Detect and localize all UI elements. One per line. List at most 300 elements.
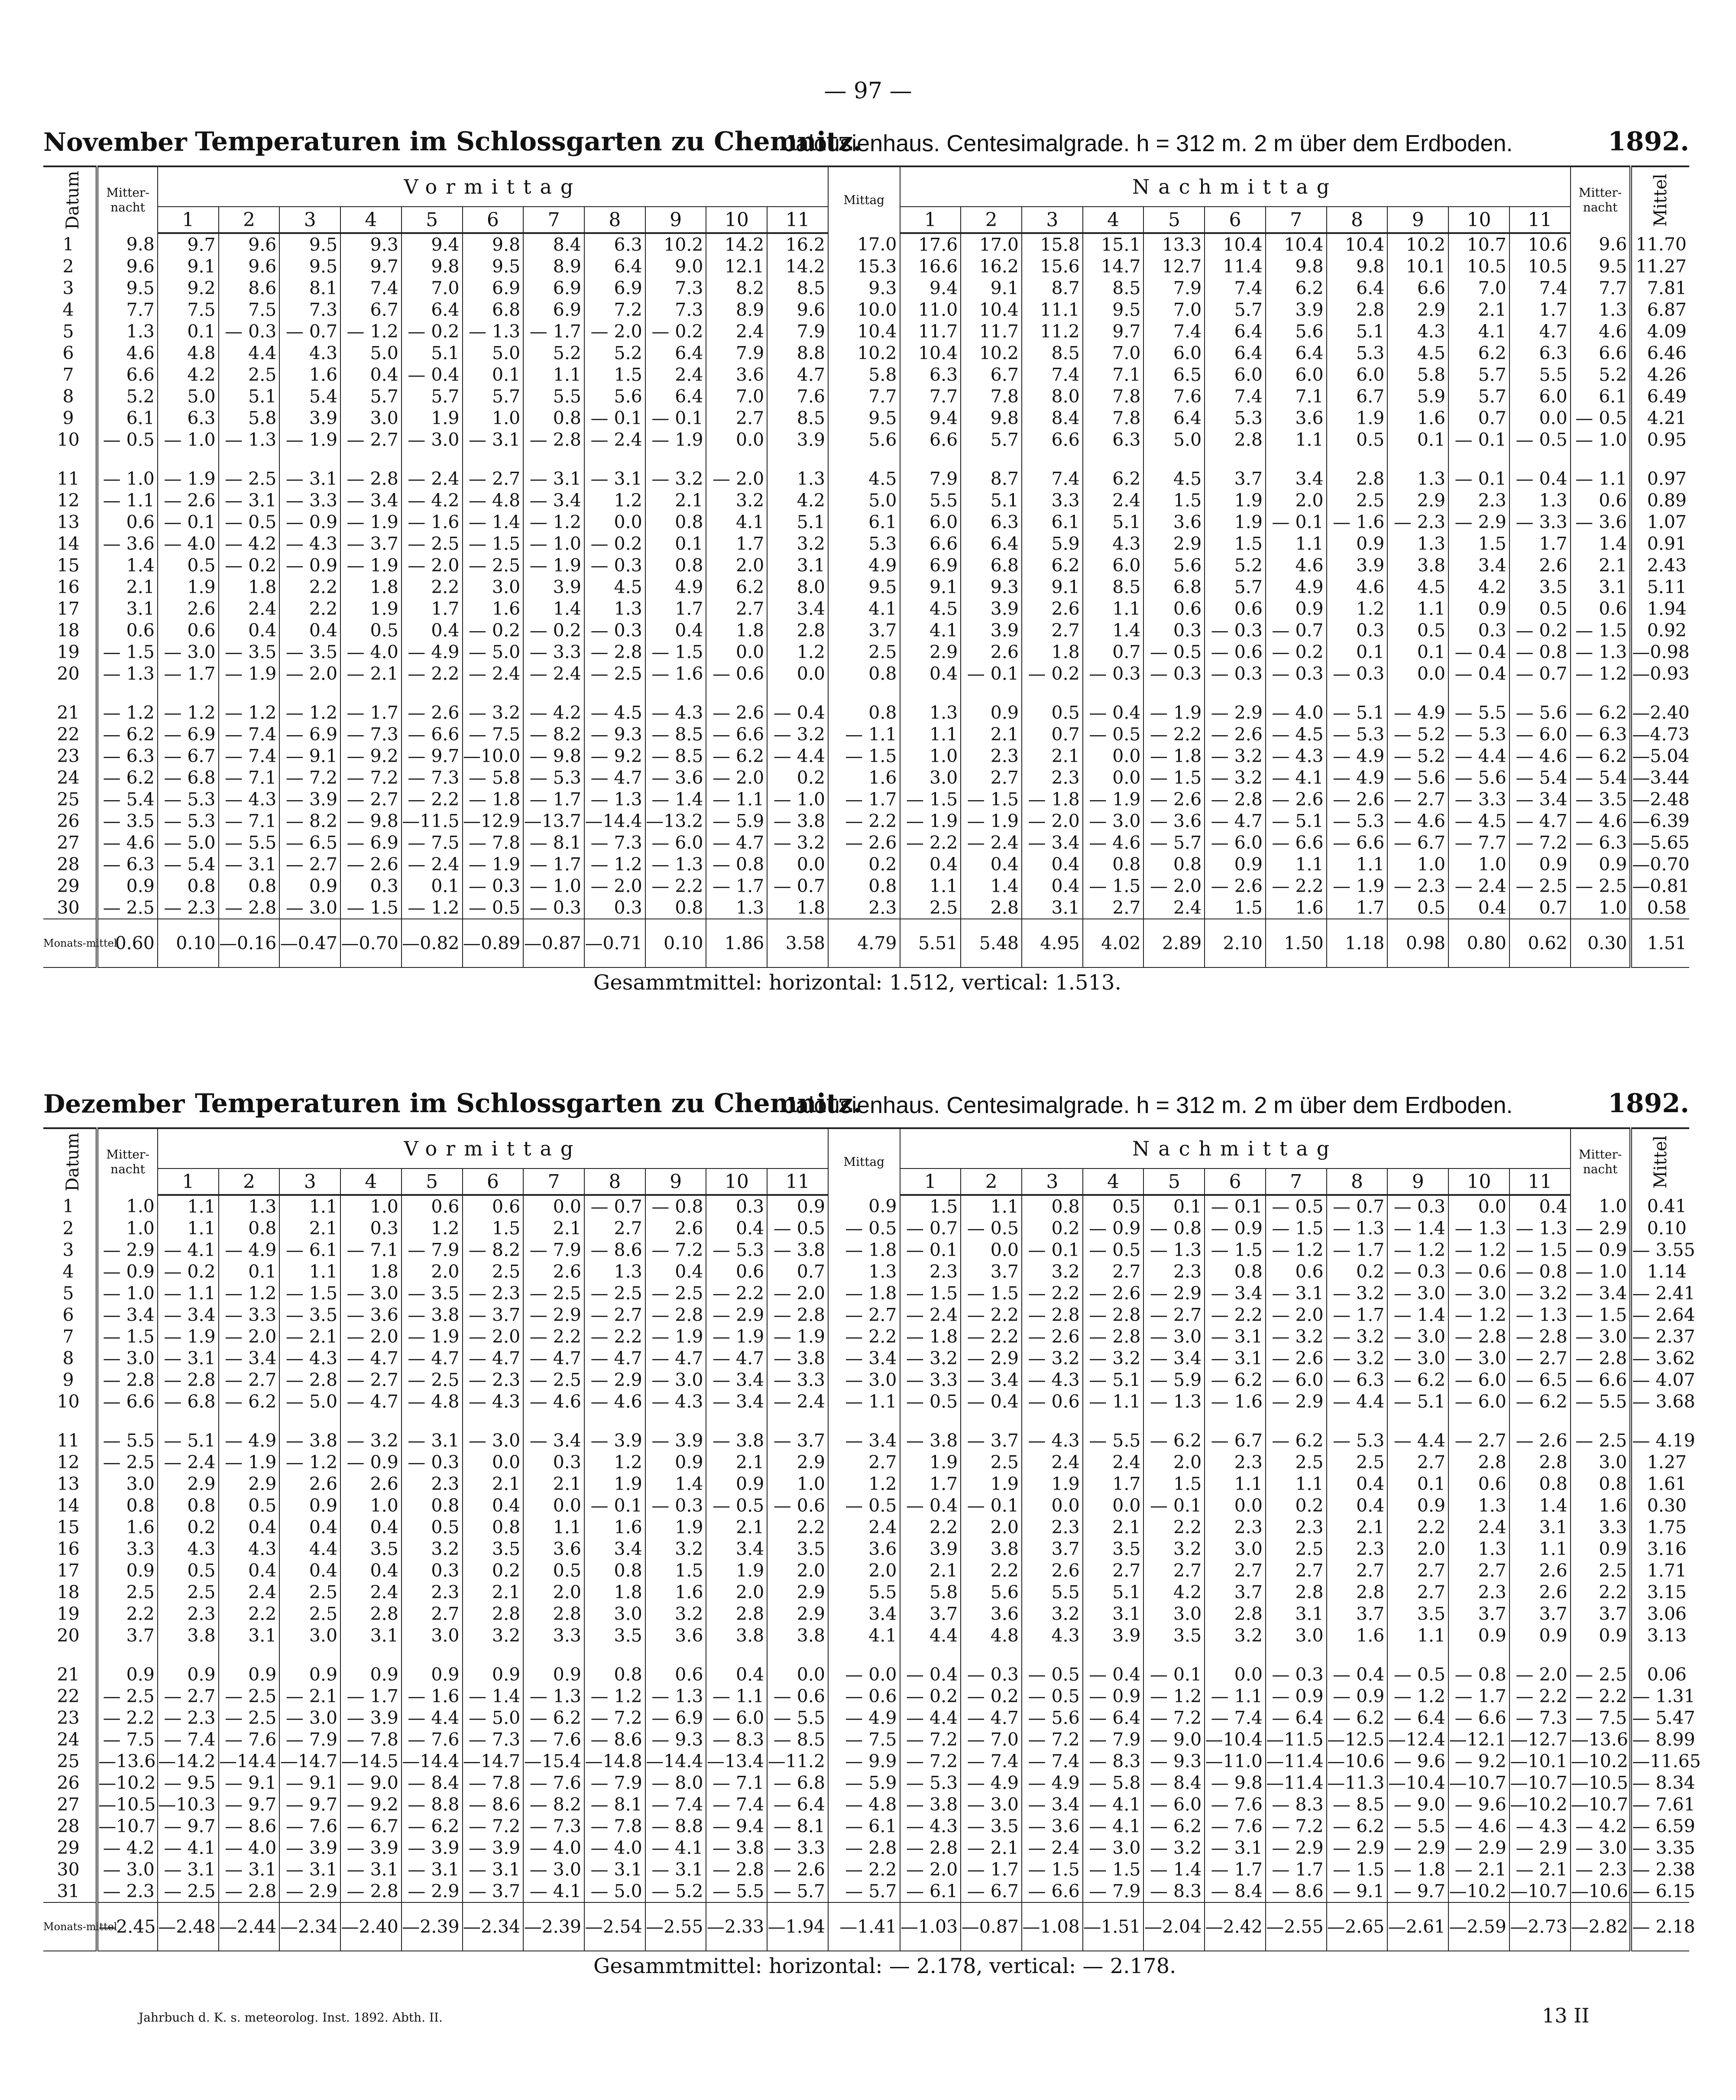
value-cell: — 2.7 — [219, 1369, 280, 1391]
value-cell: — 6.6 — [97, 1391, 158, 1412]
value-cell: 7.9 — [900, 468, 961, 490]
value-cell: 3.8 — [1387, 555, 1448, 576]
value-cell: — 7.6 — [1205, 1815, 1266, 1837]
value-cell: — 2.0 — [1143, 875, 1205, 897]
value-cell: 2.8 — [1327, 299, 1388, 321]
value-cell: — 1.0 — [523, 533, 584, 555]
value-cell: 7.2 — [584, 299, 645, 321]
value-cell: 3.2 — [1022, 1603, 1083, 1625]
value-cell: 0.9 — [279, 1495, 340, 1516]
value-cell: 7.7 — [97, 299, 158, 321]
value-cell: — 3.4 — [828, 1347, 900, 1369]
value-cell: — 1.3 — [645, 1685, 706, 1707]
value-cell: 3.2 — [463, 1625, 524, 1646]
monatsmittel-cell: —2.73 — [1509, 1902, 1571, 1951]
value-cell: — 7.61 — [1631, 1794, 1689, 1815]
value-cell: — 1.9 — [1143, 702, 1205, 724]
value-cell: 2.2 — [1387, 1516, 1448, 1538]
value-cell: —14.5 — [340, 1750, 402, 1772]
value-cell: — 4.2 — [402, 490, 463, 511]
value-cell: — 3.1 — [158, 1347, 219, 1369]
value-cell: 6.7 — [340, 299, 402, 321]
value-cell: 2.3 — [1327, 1538, 1388, 1560]
value-cell: 6.3 — [158, 407, 219, 429]
value-cell: 17.0 — [961, 233, 1022, 256]
value-cell: — 0.3 — [1266, 1664, 1327, 1685]
value-cell: — 5.0 — [463, 1707, 524, 1729]
value-cell: 4.1 — [1448, 321, 1509, 342]
value-cell: 2.6 — [523, 1261, 584, 1282]
table-row — [43, 1516, 1689, 1538]
dezember-header — [43, 1083, 1689, 1122]
value-cell: 9.6 — [219, 256, 280, 277]
value-cell: 2.5 — [463, 1261, 524, 1282]
table-row — [43, 511, 1689, 533]
value-cell: — 3.0 — [828, 1369, 900, 1391]
value-cell: — 8.2 — [463, 1239, 524, 1261]
value-cell: — 2.3 — [1387, 511, 1448, 533]
value-cell: 1.7 — [645, 598, 706, 620]
value-cell: — 2.8 — [1083, 1304, 1144, 1326]
value-cell: 1.1 — [1509, 1538, 1571, 1560]
value-cell: 1.6 — [828, 767, 900, 789]
value-cell: — 3.9 — [279, 1837, 340, 1859]
value-cell: 2.2 — [1571, 1581, 1631, 1603]
value-cell: 0.2 — [1266, 1495, 1327, 1516]
value-cell: — 3.5 — [97, 810, 158, 832]
date-cell: 21 — [57, 1664, 80, 1685]
value-cell: 5.1 — [219, 386, 280, 407]
table-row — [43, 1239, 1689, 1261]
value-cell: — 0.3 — [1205, 663, 1266, 685]
value-cell: 3.3 — [523, 1625, 584, 1646]
value-cell: — 3.62 — [1631, 1347, 1689, 1369]
value-cell: — 0.2 — [219, 555, 280, 576]
value-cell: 3.0 — [1143, 1603, 1205, 1625]
value-cell: — 2.2 — [1143, 724, 1205, 745]
value-cell: 7.4 — [1205, 386, 1266, 407]
value-cell: — 3.6 — [340, 1304, 402, 1326]
value-cell: 3.15 — [1631, 1581, 1689, 1603]
value-cell: — 4.1 — [1083, 1794, 1144, 1815]
value-cell: 2.0 — [523, 1581, 584, 1603]
date-cell: 2 — [62, 1218, 74, 1239]
value-cell: — 3.1 — [340, 1859, 402, 1880]
value-cell: 3.9 — [961, 598, 1022, 620]
table-row — [43, 832, 1689, 854]
table-row — [43, 1750, 1689, 1772]
value-cell: — 3.9 — [279, 789, 340, 810]
value-cell: — 2.3 — [463, 1369, 524, 1391]
value-cell: — 4.3 — [1022, 1369, 1083, 1391]
value-cell: — 0.3 — [1327, 663, 1388, 685]
value-cell: 6.8 — [1143, 576, 1205, 598]
value-cell: 3.5 — [1083, 1538, 1144, 1560]
value-cell: — 4.2 — [97, 1837, 158, 1859]
value-cell: 11.0 — [900, 299, 961, 321]
value-cell: — 3.6 — [645, 767, 706, 789]
value-cell: — 3.1 — [584, 1859, 645, 1880]
value-cell: 0.6 — [1266, 1261, 1327, 1282]
value-cell: 0.4 — [1327, 1473, 1388, 1495]
value-cell: — 8.4 — [1143, 1772, 1205, 1794]
spacer-row — [43, 685, 1689, 702]
value-cell: — 5.0 — [584, 1880, 645, 1902]
value-cell: — 8.5 — [645, 745, 706, 767]
value-cell: 5.5 — [1022, 1581, 1083, 1603]
value-cell: 3.8 — [706, 1625, 767, 1646]
value-cell: 0.9 — [1571, 1625, 1631, 1646]
value-cell: — 6.6 — [706, 724, 767, 745]
value-cell: — 2.5 — [402, 1369, 463, 1391]
value-cell: 5.4 — [279, 386, 340, 407]
value-cell: — 4.0 — [219, 1837, 280, 1859]
value-cell: — 8.4 — [402, 1772, 463, 1794]
month-title: November — [43, 127, 187, 157]
table-row — [43, 789, 1689, 810]
value-cell: 5.5 — [900, 490, 961, 511]
value-cell: — 1.2 — [279, 1451, 340, 1473]
value-cell: 6.0 — [1083, 555, 1144, 576]
value-cell: —10.3 — [158, 1794, 219, 1815]
value-cell: — 1.2 — [1387, 1685, 1448, 1707]
value-cell: — 5.4 — [1509, 767, 1571, 789]
value-cell: 0.9 — [158, 1664, 219, 1685]
value-cell: 0.58 — [1631, 897, 1689, 919]
datum-header: Datum — [43, 1128, 97, 1195]
value-cell: — 4.07 — [1631, 1369, 1689, 1391]
value-cell: 1.7 — [1083, 1473, 1144, 1495]
value-cell: — 3.4 — [1571, 1282, 1631, 1304]
value-cell: —11.0 — [1205, 1750, 1266, 1772]
value-cell: 0.8 — [158, 1495, 219, 1516]
value-cell: 6.6 — [1571, 342, 1631, 364]
value-cell: 6.4 — [1327, 277, 1388, 299]
value-cell: 3.9 — [961, 620, 1022, 641]
value-cell: 0.1 — [463, 364, 524, 386]
value-cell: — 4.6 — [1509, 745, 1571, 767]
value-cell: 4.6 — [1327, 576, 1388, 598]
value-cell: 3.2 — [1022, 1261, 1083, 1282]
value-cell: 2.4 — [1448, 1516, 1509, 1538]
value-cell: — 3.6 — [1022, 1815, 1083, 1837]
value-cell: — 4.0 — [1266, 702, 1327, 724]
value-cell: 1.9 — [158, 576, 219, 598]
value-cell: 0.5 — [1083, 1195, 1144, 1217]
value-cell: — 6.6 — [402, 724, 463, 745]
value-cell: — 1.2 — [1448, 1304, 1509, 1326]
value-cell: — 2.7 — [463, 468, 524, 490]
value-cell: 0.9 — [1571, 1538, 1631, 1560]
value-cell: 9.8 — [1327, 256, 1388, 277]
value-cell: — 2.3 — [1571, 1859, 1631, 1880]
value-cell: — 3.8 — [402, 1304, 463, 1326]
nachmittag-hour-header: 11 — [1509, 207, 1571, 233]
monatsmittel-cell: 1.50 — [1266, 919, 1327, 967]
value-cell: — 3.8 — [767, 810, 828, 832]
value-cell: 6.8 — [961, 555, 1022, 576]
value-cell: — 5.1 — [158, 1430, 219, 1451]
value-cell: 3.2 — [645, 1538, 706, 1560]
value-cell: 11.1 — [1022, 299, 1083, 321]
value-cell: — 1.9 — [706, 1326, 767, 1347]
value-cell: — 2.6 — [1205, 724, 1266, 745]
value-cell: — 0.3 — [1266, 663, 1327, 685]
nachmittag-hour-header: 1 — [900, 1168, 961, 1195]
value-cell: 2.8 — [706, 1603, 767, 1625]
value-cell: — 3.6 — [1143, 810, 1205, 832]
value-cell: 9.1 — [158, 256, 219, 277]
value-cell: — 8.6 — [219, 1815, 280, 1837]
value-cell: 0.6 — [1143, 598, 1205, 620]
mittag-header: Mittag — [828, 166, 900, 233]
value-cell: — 0.5 — [1266, 1195, 1327, 1217]
value-cell: 0.0 — [767, 1664, 828, 1685]
value-cell: 1.1 — [158, 1195, 219, 1217]
value-cell: — 0.3 — [645, 1495, 706, 1516]
value-cell: — 1.0 — [97, 468, 158, 490]
value-cell: — 1.6 — [402, 511, 463, 533]
date-cell: 21 — [57, 702, 80, 723]
value-cell: — 0.3 — [584, 620, 645, 641]
value-cell: 2.5 — [961, 1451, 1022, 1473]
value-cell: — 7.4 — [158, 1729, 219, 1750]
value-cell: — 6.0 — [706, 1707, 767, 1729]
value-cell: 0.4 — [1022, 854, 1083, 875]
date-cell: 26 — [57, 811, 80, 831]
value-cell: — 2.2 — [828, 810, 900, 832]
value-cell: —4.73 — [1631, 724, 1689, 745]
date-cell: 30 — [57, 897, 80, 918]
value-cell: 1.2 — [402, 1217, 463, 1239]
value-cell: 0.4 — [463, 1495, 524, 1516]
value-cell: 0.9 — [97, 1664, 158, 1685]
monatsmittel-label: Monats-mittel — [43, 1902, 97, 1951]
value-cell: 3.6 — [645, 1625, 706, 1646]
value-cell: —11.3 — [1327, 1772, 1388, 1794]
value-cell: 7.5 — [219, 299, 280, 321]
value-cell: 0.7 — [1448, 407, 1509, 429]
value-cell: — 8.8 — [645, 1815, 706, 1837]
value-cell: 0.4 — [1022, 875, 1083, 897]
value-cell: — 4.1 — [523, 1880, 584, 1902]
value-cell: 1.1 — [1266, 1473, 1327, 1495]
value-cell: 3.0 — [584, 1603, 645, 1625]
value-cell: 2.1 — [463, 1473, 524, 1495]
value-cell: 6.6 — [97, 364, 158, 386]
value-cell: 2.1 — [1327, 1516, 1388, 1538]
value-cell: 1.1 — [1266, 854, 1327, 875]
nachmittag-hour-header: 4 — [1083, 207, 1144, 233]
value-cell: 4.8 — [158, 342, 219, 364]
value-cell: — 5.3 — [900, 1772, 961, 1794]
date-cell: 23 — [57, 1707, 80, 1728]
value-cell: 0.9 — [97, 875, 158, 897]
value-cell: 2.8 — [961, 897, 1022, 919]
value-cell: — 3.9 — [584, 1430, 645, 1451]
value-cell: 2.7 — [1387, 1451, 1448, 1473]
value-cell: 6.6 — [900, 533, 961, 555]
value-cell: — 5.8 — [1083, 1772, 1144, 1794]
value-cell: — 0.3 — [1387, 1261, 1448, 1282]
value-cell: 0.6 — [97, 511, 158, 533]
value-cell: 2.1 — [900, 1560, 961, 1581]
footer-signature: 13 II — [1542, 2004, 1590, 2027]
value-cell: — 3.2 — [900, 1347, 961, 1369]
value-cell: —11.4 — [1266, 1772, 1327, 1794]
value-cell: 2.6 — [1509, 1560, 1571, 1581]
value-cell: — 2.5 — [523, 1282, 584, 1304]
date-cell: 22 — [57, 1686, 80, 1707]
value-cell: — 0.5 — [1083, 724, 1144, 745]
value-cell: — 2.5 — [219, 468, 280, 490]
value-cell: — 5.6 — [1022, 1707, 1083, 1729]
value-cell: — 4.1 — [1266, 767, 1327, 789]
value-cell: 7.0 — [402, 277, 463, 299]
value-cell: 0.7 — [1022, 724, 1083, 745]
monatsmittel-cell: —1.03 — [900, 1902, 961, 1951]
value-cell: — 2.1 — [340, 663, 402, 685]
nachmittag-hour-header: 7 — [1266, 207, 1327, 233]
value-cell: — 6.2 — [1327, 1815, 1388, 1837]
value-cell: — 9.1 — [1327, 1880, 1388, 1902]
value-cell: 0.0 — [1022, 1495, 1083, 1516]
value-cell: 4.5 — [1387, 342, 1448, 364]
monatsmittel-cell: —0.82 — [402, 919, 463, 967]
value-cell: 6.6 — [1022, 429, 1083, 451]
value-cell: 0.9 — [1266, 598, 1327, 620]
value-cell: 7.0 — [1143, 299, 1205, 321]
vormittag-hour-header: 10 — [706, 1168, 767, 1195]
value-cell: 0.5 — [1327, 429, 1388, 451]
value-cell: — 3.2 — [767, 832, 828, 854]
value-cell: 1.0 — [340, 1195, 402, 1217]
value-cell: 4.3 — [1387, 321, 1448, 342]
value-cell: 0.3 — [584, 897, 645, 919]
value-cell: —14.7 — [279, 1750, 340, 1772]
value-cell: — 7.4 — [706, 1794, 767, 1815]
value-cell: 3.7 — [1327, 1603, 1388, 1625]
value-cell: 2.1 — [706, 1451, 767, 1473]
value-cell: — 3.4 — [97, 1304, 158, 1326]
value-cell: — 2.8 — [1083, 1326, 1144, 1347]
value-cell: — 1.8 — [900, 1326, 961, 1347]
value-cell: 8.9 — [523, 256, 584, 277]
value-cell: 1.7 — [1327, 897, 1388, 919]
value-cell: 2.4 — [340, 1581, 402, 1603]
value-cell: 1.3 — [1448, 1495, 1509, 1516]
table-row — [43, 1451, 1689, 1473]
value-cell: 2.9 — [1387, 490, 1448, 511]
nachmittag-hour-header: 5 — [1143, 1168, 1205, 1195]
value-cell: — 2.5 — [219, 1685, 280, 1707]
value-cell: — 3.1 — [1266, 1282, 1327, 1304]
value-cell: — 1.5 — [1022, 1859, 1083, 1880]
value-cell: — 0.5 — [1571, 407, 1631, 429]
value-cell: 1.4 — [1083, 620, 1144, 641]
value-cell: 0.30 — [1631, 1495, 1689, 1516]
value-cell: — 3.3 — [767, 1837, 828, 1859]
value-cell: 2.7 — [1083, 1261, 1144, 1282]
value-cell: —11.65 — [1631, 1750, 1689, 1772]
value-cell: 5.2 — [97, 386, 158, 407]
value-cell: — 1.9 — [158, 468, 219, 490]
value-cell: 0.5 — [1387, 620, 1448, 641]
value-cell: 7.81 — [1631, 277, 1689, 299]
table-row — [43, 1473, 1689, 1495]
date-cell: 28 — [57, 1816, 80, 1837]
value-cell: — 6.9 — [645, 1707, 706, 1729]
value-cell: — 3.2 — [1083, 1347, 1144, 1369]
value-cell: — 0.3 — [584, 555, 645, 576]
nachmittag-hour-header: 2 — [961, 1168, 1022, 1195]
value-cell: 0.95 — [1631, 429, 1689, 451]
value-cell: 5.3 — [828, 533, 900, 555]
value-cell: 0.4 — [219, 1560, 280, 1581]
value-cell: — 2.1 — [279, 1685, 340, 1707]
value-cell: — 9.4 — [706, 1815, 767, 1837]
value-cell: — 1.4 — [1387, 1304, 1448, 1326]
value-cell: 5.2 — [584, 342, 645, 364]
date-cell: 9 — [62, 1370, 74, 1390]
value-cell: — 1.9 — [463, 854, 524, 875]
value-cell: — 0.5 — [828, 1217, 900, 1239]
value-cell: 3.2 — [645, 1603, 706, 1625]
value-cell: — 5.9 — [706, 810, 767, 832]
value-cell: — 3.4 — [523, 1430, 584, 1451]
value-cell: 3.6 — [961, 1603, 1022, 1625]
value-cell: 0.5 — [158, 555, 219, 576]
value-cell: — 6.4 — [1387, 1707, 1448, 1729]
value-cell: — 0.3 — [961, 1664, 1022, 1685]
value-cell: 3.3 — [1571, 1516, 1631, 1538]
value-cell: 0.0 — [1083, 745, 1144, 767]
value-cell: — 1.5 — [1143, 767, 1205, 789]
table-row — [43, 745, 1689, 767]
value-cell: — 3.1 — [1205, 1347, 1266, 1369]
value-cell: 3.9 — [523, 576, 584, 598]
value-cell: — 4.7 — [584, 1347, 645, 1369]
value-cell: — 0.2 — [402, 321, 463, 342]
value-cell: — 7.4 — [1022, 1750, 1083, 1772]
value-cell: — 0.9 — [1327, 1685, 1388, 1707]
value-cell: — 0.3 — [1387, 1195, 1448, 1217]
value-cell: 1.3 — [1387, 468, 1448, 490]
value-cell: 9.4 — [900, 277, 961, 299]
value-cell: — 7.5 — [463, 724, 524, 745]
value-cell: 2.3 — [402, 1473, 463, 1495]
value-cell: 16.2 — [961, 256, 1022, 277]
monatsmittel-cell: —2.04 — [1143, 1902, 1205, 1951]
value-cell: 6.5 — [1143, 364, 1205, 386]
value-cell: — 3.1 — [219, 490, 280, 511]
value-cell: — 5.8 — [463, 767, 524, 789]
value-cell: — 2.2 — [961, 1304, 1022, 1326]
value-cell: 0.8 — [1083, 854, 1144, 875]
value-cell: 2.1 — [1083, 1516, 1144, 1538]
value-cell: 1.9 — [402, 407, 463, 429]
value-cell: 4.9 — [1266, 576, 1327, 598]
value-cell: 7.7 — [1571, 277, 1631, 299]
value-cell: — 4.9 — [1022, 1772, 1083, 1794]
value-cell: — 0.4 — [900, 1495, 961, 1516]
date-cell: 27 — [57, 832, 80, 853]
value-cell: — 4.4 — [1387, 1430, 1448, 1451]
value-cell: — 3.8 — [767, 1347, 828, 1369]
value-cell: — 2.9 — [584, 1369, 645, 1391]
value-cell: 6.7 — [1327, 386, 1388, 407]
value-cell: — 2.0 — [1022, 810, 1083, 832]
